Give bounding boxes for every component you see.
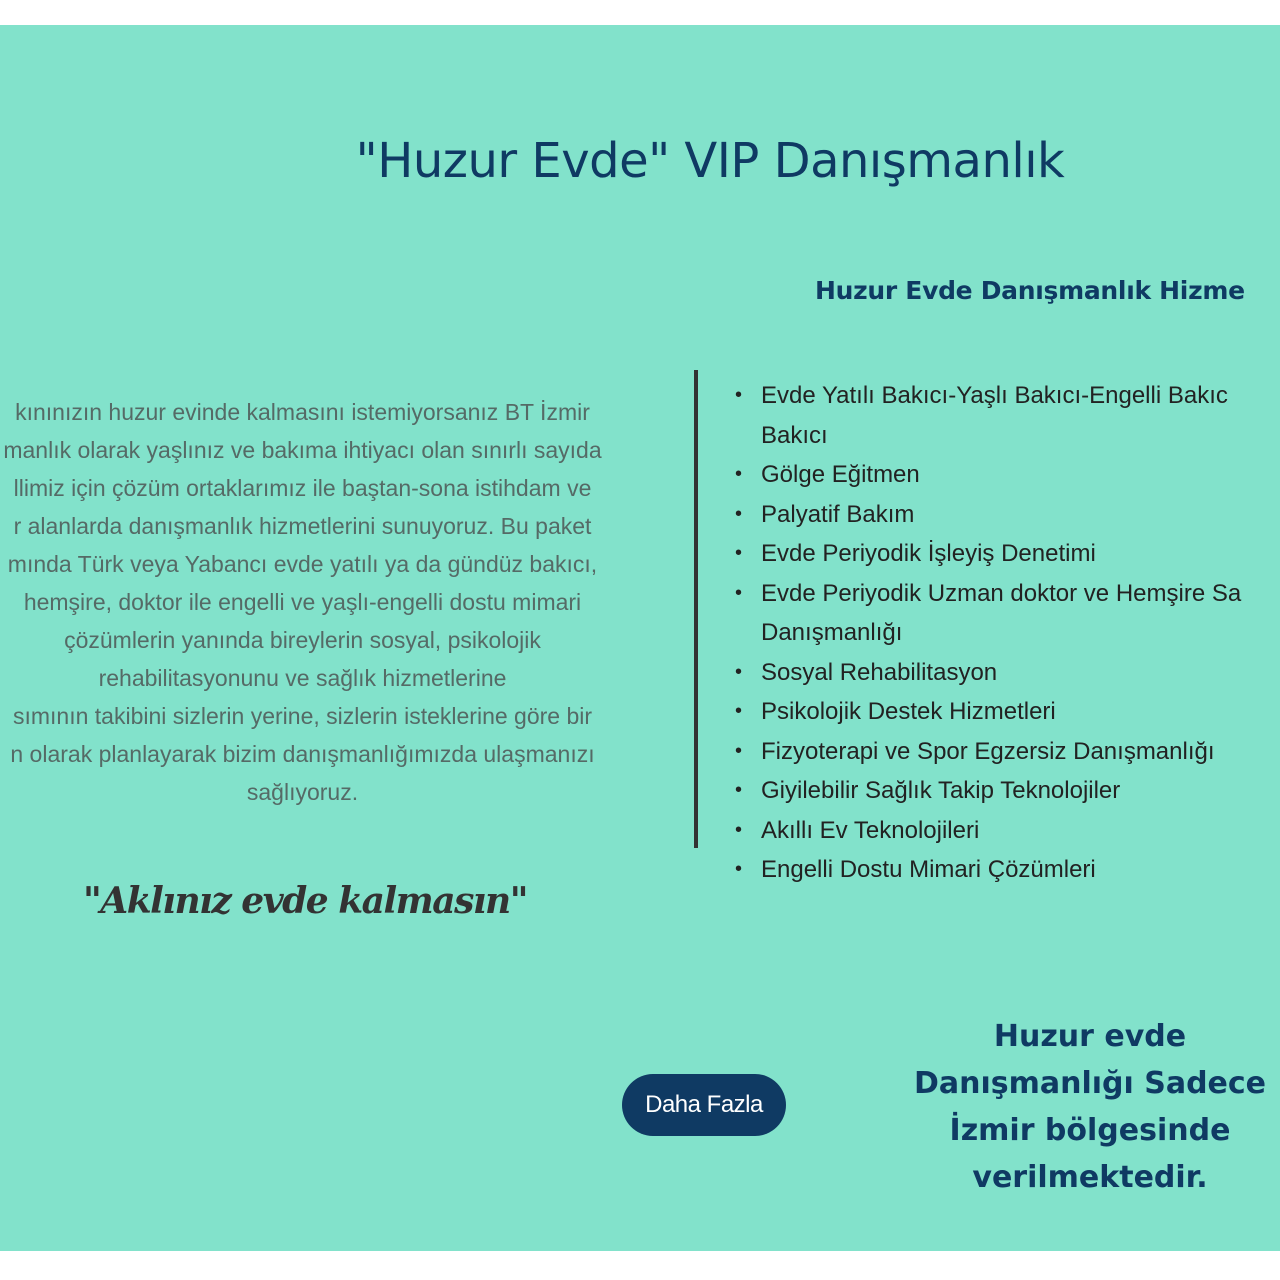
intro-line: llimiz için çözüm ortaklarımız ile baştan-sona istihdam ve <box>13 475 592 501</box>
bullet-icon: • <box>735 700 743 722</box>
bullet-icon: • <box>735 660 743 683</box>
bullet-icon: • <box>735 463 743 485</box>
service-item-label: Psikolojik Destek Hizmetleri <box>761 698 1056 725</box>
more-info-button[interactable]: Daha Fazla <box>622 1074 786 1136</box>
service-item-label: Fizyoterapi ve Spor Egzersiz Danışmanlığı <box>761 737 1215 765</box>
slogan: "Aklınız evde kalmasın" <box>83 880 527 922</box>
page-title: "Huzur Evde" VIP Danışmanlık <box>355 133 1065 189</box>
bullet-icon: • <box>735 858 743 880</box>
intro-line: sımının takibini sizlerin yerine, sizlerin isteklerine göre bir <box>12 703 593 729</box>
service-item-label: Palyatif Bakım <box>761 500 915 528</box>
service-item <box>735 653 1241 693</box>
bullet-icon: • <box>735 502 743 525</box>
bullet-icon: • <box>735 779 743 801</box>
region-notice <box>900 1013 1280 1201</box>
bullet-icon: • <box>735 542 743 564</box>
service-item-label: Evde Yatılı Bakıcı-Yaşlı Bakıcı-Engelli Bakıc <box>761 382 1228 409</box>
intro-line: mında Türk veya Yabancı evde yatılı ya da gündüz bakıcı, <box>7 551 598 577</box>
service-item <box>735 850 1241 890</box>
bullet-icon: • <box>735 384 743 406</box>
service-item <box>735 455 1241 495</box>
service-item <box>735 574 1241 653</box>
region-notice-line: İzmir bölgesinde <box>949 1113 1231 1148</box>
service-item <box>735 732 1241 772</box>
intro-line: çözümlerin yanında bireylerin sosyal, psikolojik <box>64 627 541 653</box>
service-item-label: Akıllı Ev Teknolojileri <box>761 816 980 844</box>
intro-line: n olarak planlayarak bizim danışmanlığımızda ulaşmanızı <box>10 741 595 767</box>
service-item-label: Evde Periyodik İşleyiş Denetimi <box>761 540 1096 567</box>
service-item <box>735 534 1241 574</box>
service-item <box>735 771 1241 811</box>
intro-line: sağlıyoruz. <box>246 779 359 805</box>
service-item-label: Evde Periyodik Uzman doktor ve Hemşire Sa <box>761 579 1242 607</box>
content-section <box>0 25 1280 1251</box>
region-notice-line: Danışmanlığı Sadece <box>913 1066 1267 1101</box>
region-notice-line: verilmektedir. <box>972 1160 1208 1195</box>
service-item-label: Sosyal Rehabilitasyon <box>761 658 998 686</box>
intro-paragraph <box>0 393 685 811</box>
intro-line: r alanlarda danışmanlık hizmetlerini sunuyoruz. Bu paket <box>13 513 592 539</box>
service-item <box>735 495 1241 535</box>
bullet-icon: • <box>735 818 743 841</box>
bullet-icon: • <box>735 581 743 604</box>
service-item-label: Engelli Dostu Mimari Çözümleri <box>761 856 1096 883</box>
service-item <box>735 811 1241 851</box>
intro-line: rehabilitasyonunu ve sağlık hizmetlerine <box>98 665 507 691</box>
service-item-label-continued: Bakıcı <box>761 421 828 449</box>
service-item-label: Giyilebilir Sağlık Takip Teknolojiler <box>761 777 1121 804</box>
intro-line: hemşire, doktor ile engelli ve yaşlı-engelli dostu mimari <box>23 589 582 615</box>
services-heading: Huzur Evde Danışmanlık Hizme <box>815 276 1245 305</box>
region-notice-line: Huzur evde <box>993 1019 1187 1054</box>
intro-line: manlık olarak yaşlınız ve bakıma ihtiyacı olan sınırlı sayıda <box>3 437 602 463</box>
service-item-label-continued: Danışmanlığı <box>761 619 903 646</box>
service-item <box>735 692 1241 732</box>
services-list <box>735 376 1241 890</box>
intro-line: kınınızın huzur evinde kalmasını istemiyorsanız BT İzmir <box>15 399 590 425</box>
service-item <box>735 376 1241 455</box>
vertical-divider <box>694 370 698 848</box>
bullet-icon: • <box>735 739 743 762</box>
service-item-label: Gölge Eğitmen <box>761 461 920 488</box>
